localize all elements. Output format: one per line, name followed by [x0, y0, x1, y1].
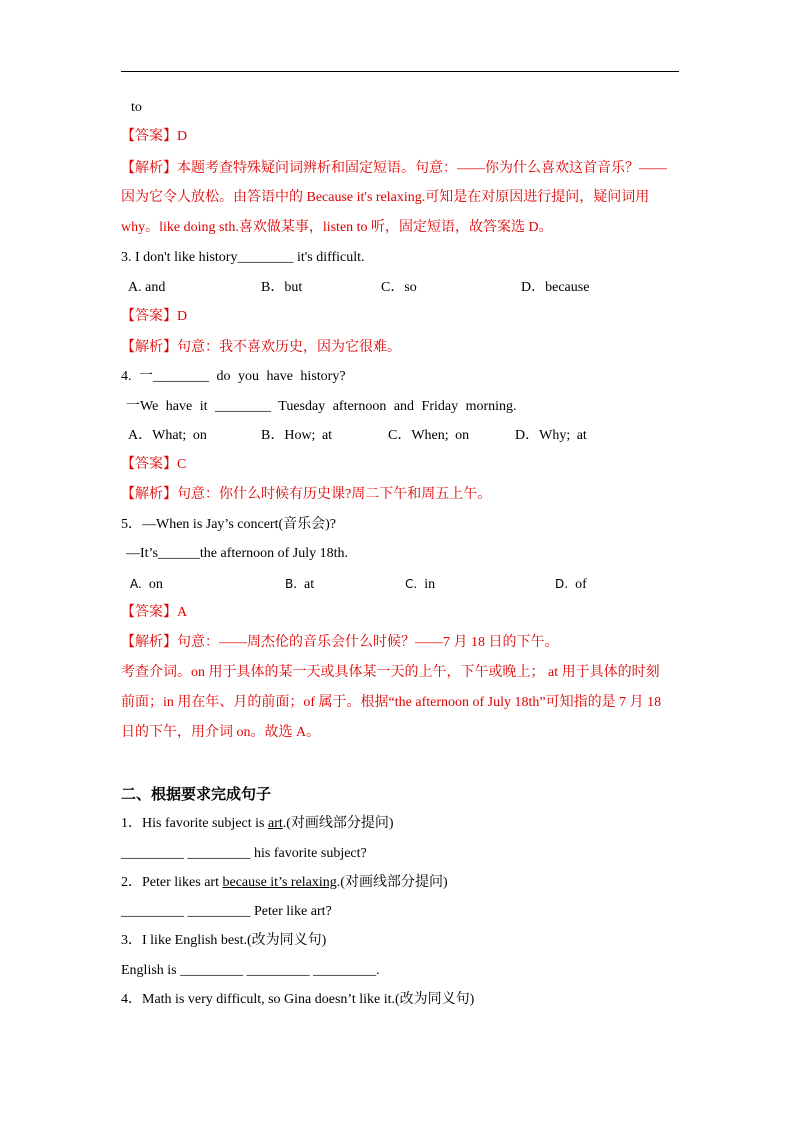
sentence-2-underlined: because it’s relaxing — [222, 875, 337, 890]
q5-option-b-letter: B. — [285, 577, 298, 591]
sentence-1 — [121, 815, 394, 833]
sentence-3-answer: English is _________ _________ _________. — [121, 963, 380, 978]
q4-option-c: C．When; on — [388, 428, 470, 443]
q3-option-c: C．so — [381, 280, 417, 295]
q5-option-b-word: at — [304, 577, 315, 592]
text-fragment: to — [131, 100, 142, 115]
sentence-4: 4．Math is very difficult, so Gina doesn’t like it.(改为同义句) — [121, 992, 475, 1007]
sentence-2 — [121, 874, 448, 892]
analysis-q4: 【解析】句意：你什么时候有历史课?周二下午和周五上午。 — [121, 487, 492, 502]
sentence-2-text: 2．Peter likes art — [121, 875, 223, 890]
question-5: 5．—When is Jay’s concert(音乐会)? — [121, 517, 336, 532]
analysis-q5-line3: 前面；in 用在年、月的前面；of 属于。根据“the afternoon of July 18th”可知指的是 7 月 18 — [121, 695, 662, 710]
q5-option-c-letter: C. — [405, 577, 418, 591]
header-rule — [121, 71, 679, 72]
q3-option-a: A. and — [128, 280, 166, 295]
analysis-q2-line1: 【解析】本题考查特殊疑问词辨析和固定短语。句意：——你为什么喜欢这首音乐？—— — [121, 161, 667, 176]
q5-option-c — [405, 575, 435, 594]
answer-q3: 【答案】D — [121, 309, 188, 324]
question-4: 4. 一________ do you have history? — [121, 369, 346, 384]
q5-option-d-word: of — [575, 577, 587, 592]
section-heading: 二、根据要求完成句子 — [121, 785, 272, 803]
q5-option-a — [130, 575, 163, 594]
analysis-q5-line1: 【解析】句意：——周杰伦的音乐会什么时候？——7 月 18 日的下午。 — [121, 635, 559, 650]
sentence-1-underlined: art — [267, 816, 283, 831]
q5-option-c-word: in — [424, 577, 436, 592]
question-4-line2: 一We have it ________ Tuesday afternoon and Friday morning. — [126, 399, 517, 414]
q4-option-a: A．What; on — [128, 428, 207, 443]
q5-option-a-letter: A. — [130, 577, 142, 591]
q5-option-d-letter: D. — [555, 577, 569, 591]
q3-option-d: D．because — [521, 280, 590, 295]
analysis-q3: 【解析】句意：我不喜欢历史，因为它很难。 — [121, 340, 401, 355]
answer-q4: 【答案】C — [121, 457, 187, 472]
question-3: 3. I don't like history________ it's difficult. — [121, 250, 365, 265]
q4-option-b: B．How; at — [261, 428, 333, 443]
q5-option-b — [285, 575, 314, 594]
sentence-1-text: 1．His favorite subject is — [121, 816, 268, 831]
sentence-3: 3．I like English best.(改为同义句) — [121, 933, 327, 948]
sentence-2-answer: _________ _________ Peter like art? — [121, 904, 332, 919]
analysis-q5-line4: 日的下午，用介词 on。故选 A。 — [121, 725, 321, 740]
analysis-q5-line2: 考查介词。on 用于具体的某一天或具体某一天的上午，下午或晚上； at 用于具体的时刻 — [121, 665, 660, 680]
answer-q5: 【答案】A — [121, 605, 188, 620]
q4-option-d: D．Why; at — [515, 428, 587, 443]
sentence-1-instruction: .(对画线部分提问) — [282, 816, 394, 831]
q5-option-a-word: on — [148, 577, 163, 592]
q5-option-d — [555, 575, 587, 594]
analysis-q2-line3: why。like doing sth.喜欢做某事，listen to 听，固定短语，故答案选 D。 — [121, 220, 553, 235]
sentence-1-answer: _________ _________ his favorite subject? — [121, 846, 367, 861]
sentence-2-instruction: .(对画线部分提问) — [336, 875, 448, 890]
question-5-line2: —It’s______the afternoon of July 18th. — [126, 546, 349, 561]
answer-q2: 【答案】D — [121, 129, 188, 144]
q3-option-b: B．but — [261, 280, 303, 295]
analysis-q2-line2: 因为它令人放松。由答语中的 Because it's relaxing.可知是在对原因进行提问，疑问词用 — [121, 190, 650, 205]
